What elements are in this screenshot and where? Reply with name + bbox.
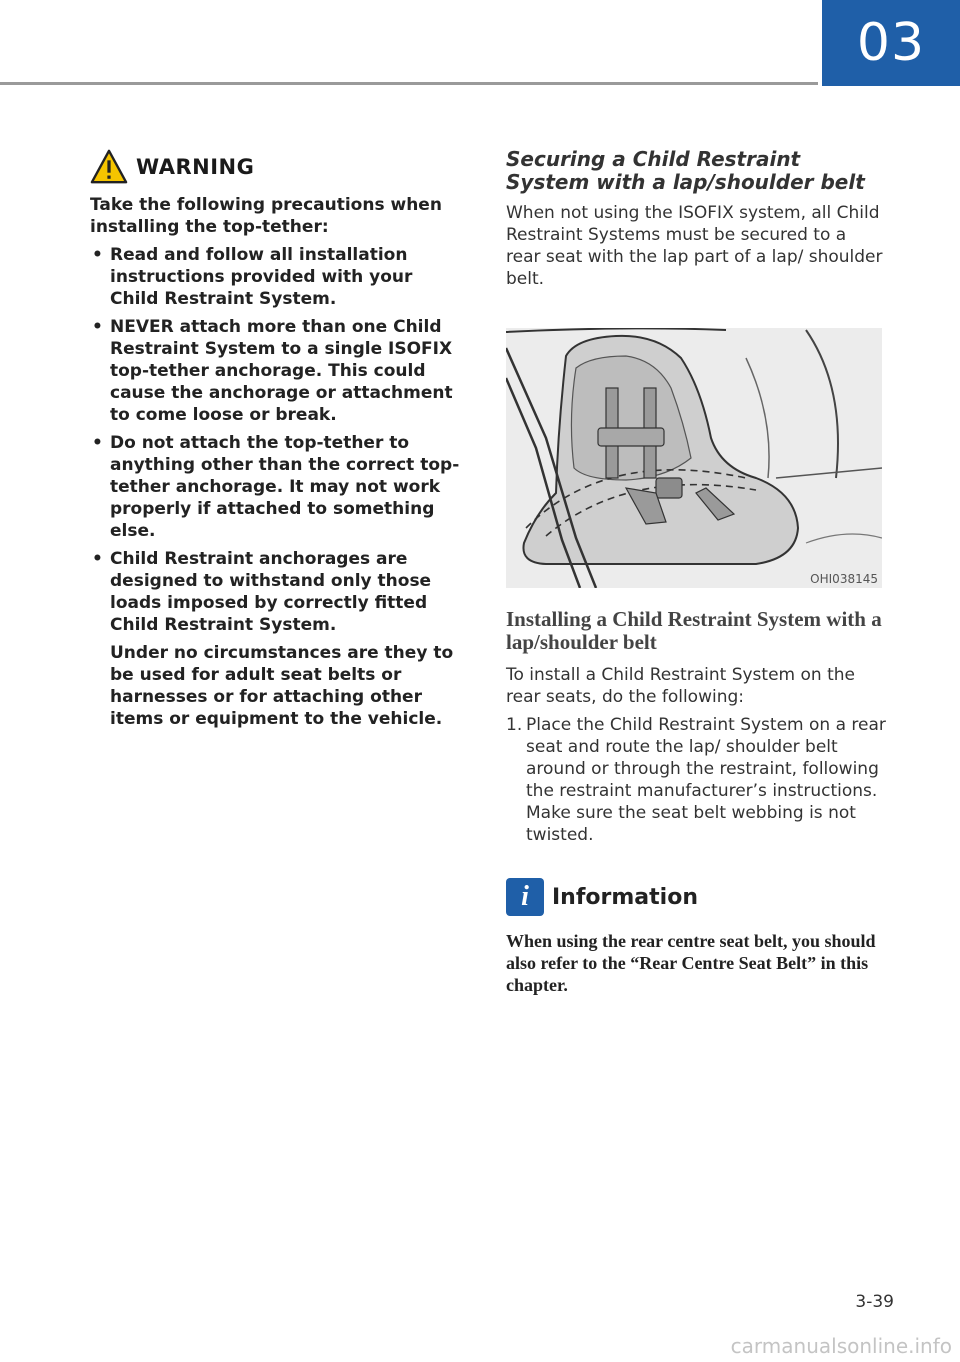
step-text: Place the Child Restraint System on a rear seat and route the lap/ shoulder belt around or through the restraint, following the restraint manufacturer’s instructions. Make sure the seat belt webbing is not twisted. (526, 715, 886, 845)
section-text: When not using the ISOFIX system, all Child Restraint Systems must be secured to a rear seat with the lap part of a lap/ shoulder belt. (506, 203, 883, 289)
install-text: To install a Child Restraint System on the rear seats, do the following: (506, 665, 855, 707)
page-number: 3-39 (855, 1292, 894, 1312)
warning-title: WARNING (136, 155, 255, 179)
top-rule (0, 82, 818, 85)
information-title: Information (552, 884, 698, 910)
figure-caption: OHI038145 (810, 572, 878, 586)
child-seat-illustration (506, 328, 882, 588)
warning-list (90, 244, 465, 636)
left-column (90, 148, 465, 747)
warning-item: • Do not attach the top-tether to anything other than the correct top-tether anchorage. It may not work properly if attached to something else. (90, 432, 465, 542)
step-item (506, 714, 886, 846)
information-text: When using the rear centre seat belt, you should also refer to the “Rear Centre Seat Belt” in this chapter. (506, 931, 876, 995)
warning-item: • Child Restraint anchorages are designed to withstand only those loads imposed by correctly fitted Child Restraint System. (90, 548, 465, 636)
right-column (506, 148, 886, 1014)
warning-intro: Take the following precautions when installing the top-tether: (90, 195, 442, 237)
warning-item: • NEVER attach more than one Child Restraint System to a single ISOFIX top-tether anchorage. This could cause the anchorage or attachment to come loose or break. (90, 316, 465, 426)
information-header (506, 878, 886, 916)
warning-icon (90, 148, 128, 186)
warning-item: • Read and follow all installation instructions provided with your Child Restraint System. (90, 244, 465, 310)
warning-sub-paragraph: Under no circumstances are they to be used for adult seat belts or harnesses or for attaching other items or equipment to the vehicle. (110, 643, 454, 729)
watermark: carmanualsonline.info (730, 1334, 952, 1358)
step-number: 1. (506, 715, 523, 735)
install-title: Installing a Child Restraint System with a lap/shoulder belt (506, 607, 882, 654)
chapter-tab: 03 (822, 0, 960, 86)
section-title: Securing a Child Restraint System with a lap/shoulder belt (506, 147, 865, 194)
info-icon: i (506, 878, 544, 916)
warning-header (90, 148, 465, 186)
child-seat-drawing (506, 328, 882, 588)
